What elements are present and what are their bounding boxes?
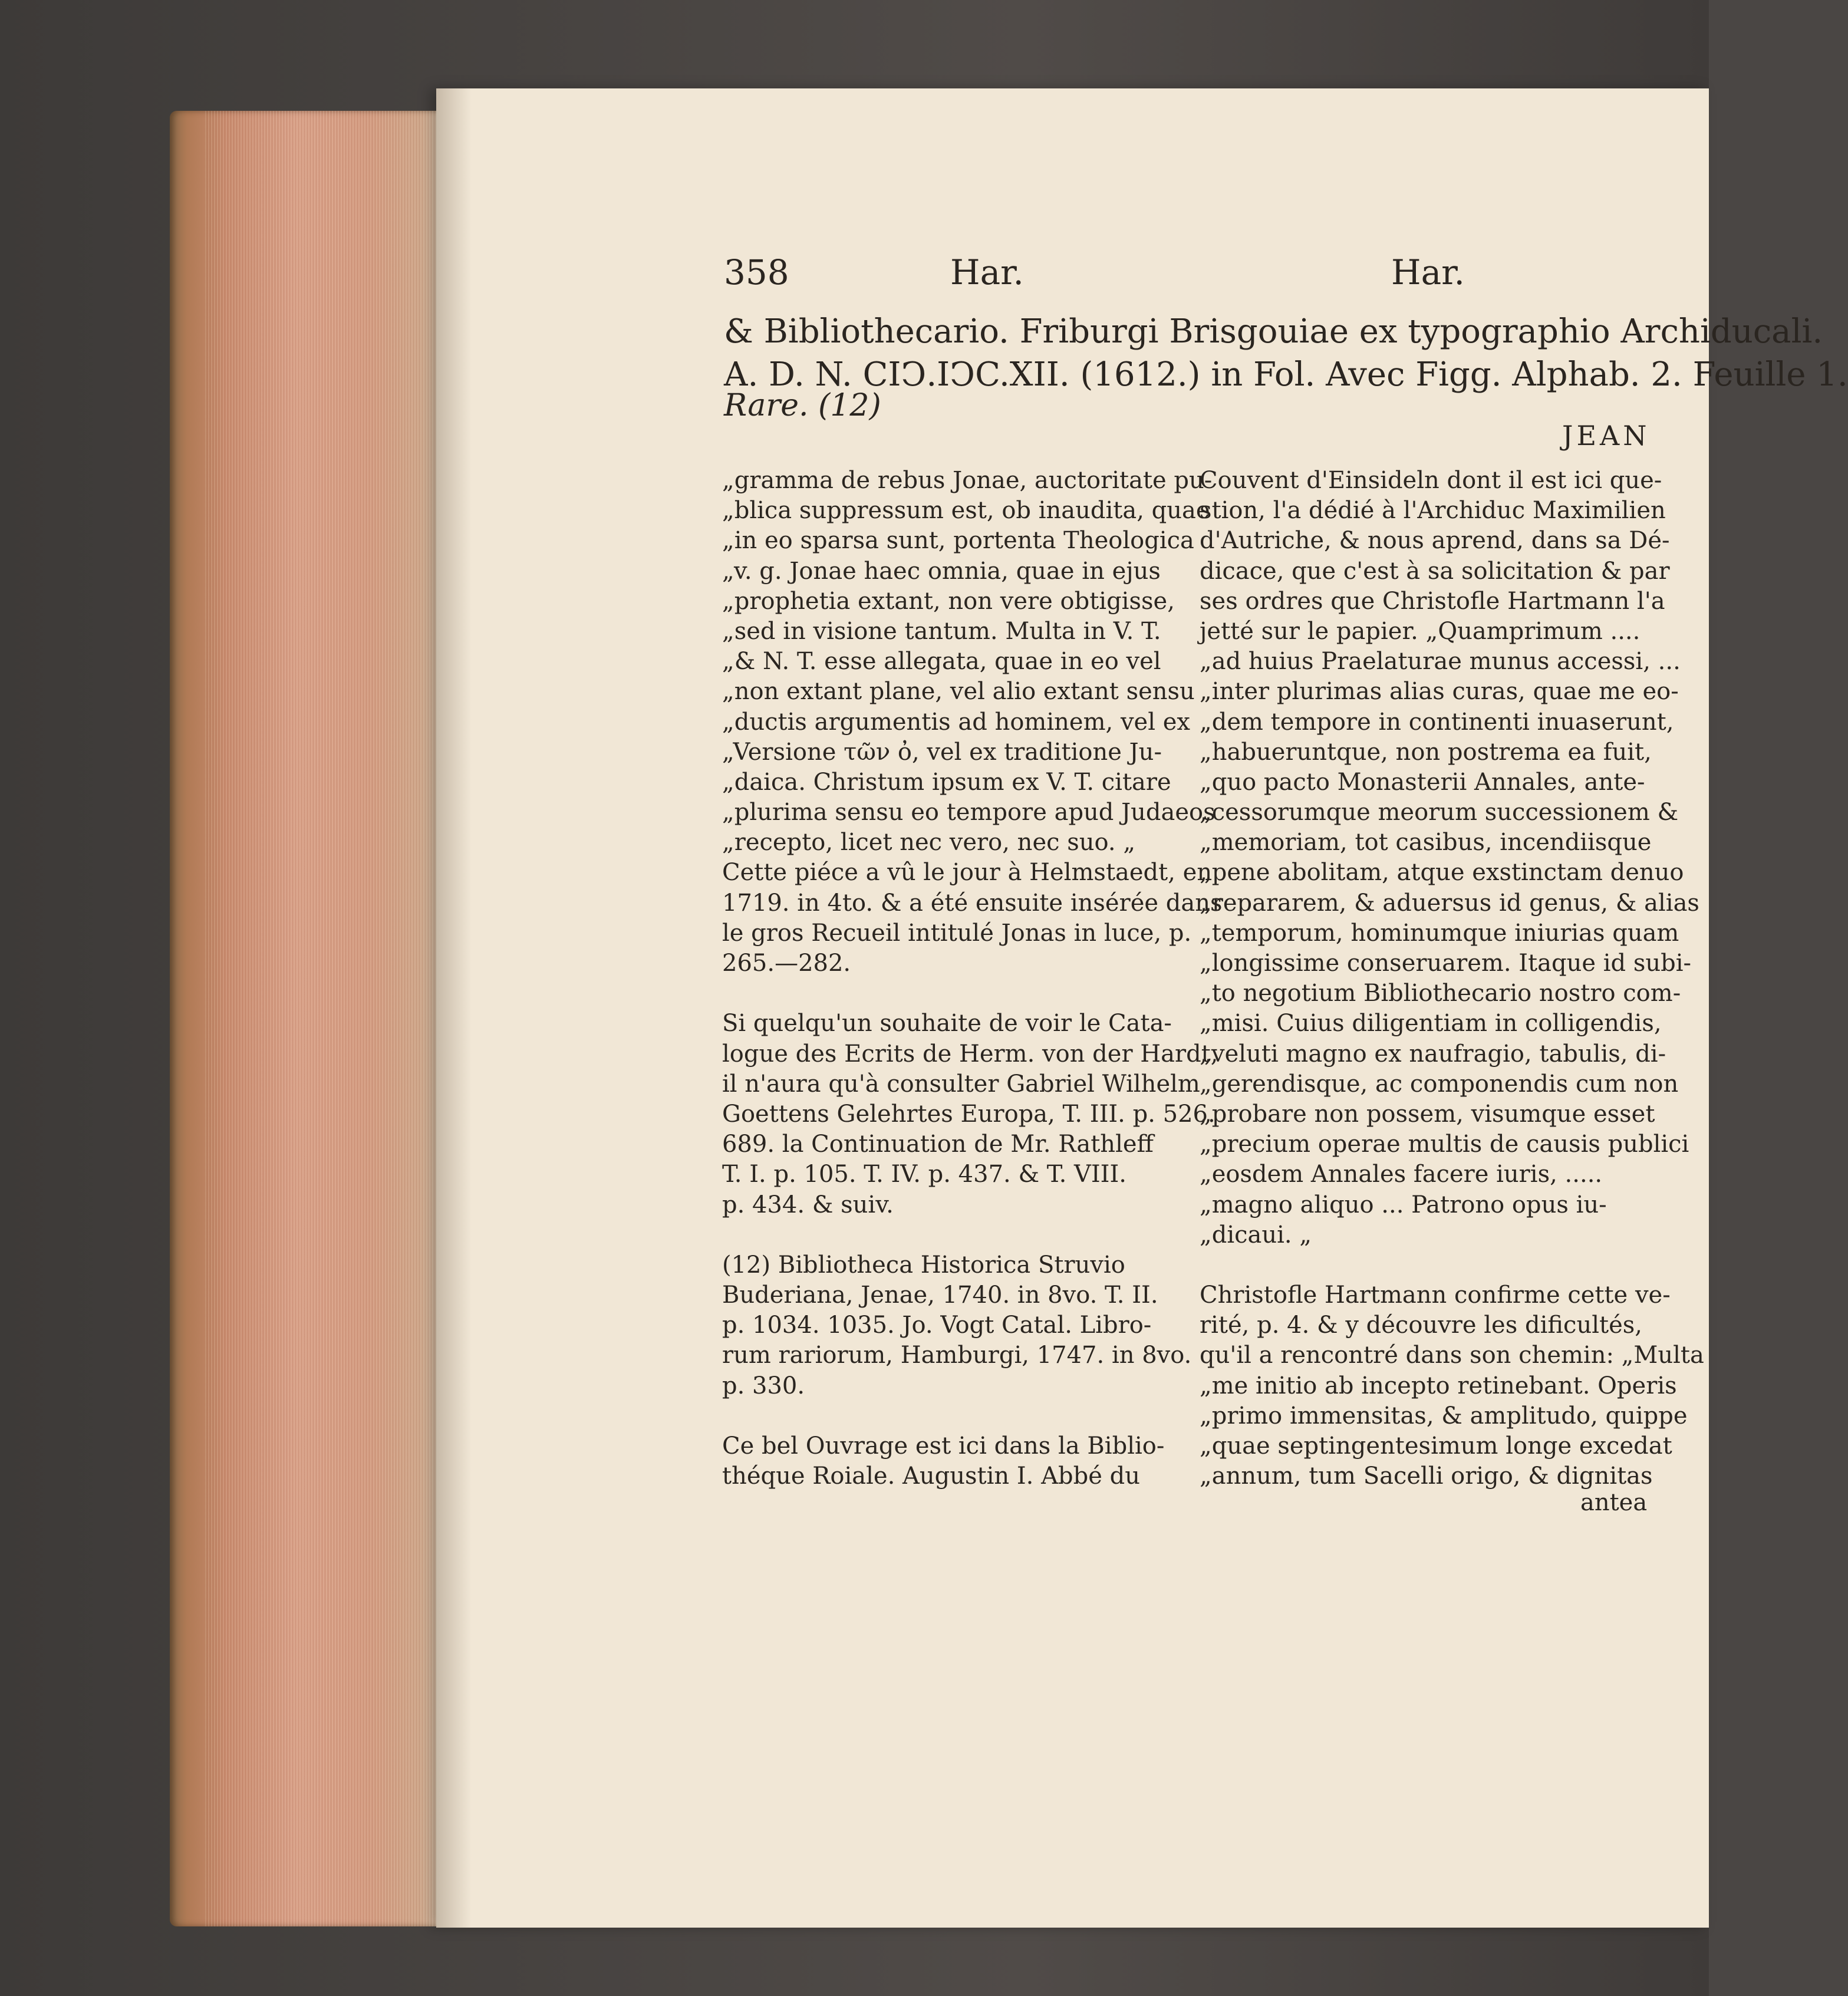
- text-line: „quo pacto Monasterii Annales, ante-: [1200, 768, 1645, 796]
- text-line: „annum, tum Sacelli origo, & dignitas: [1200, 1463, 1653, 1490]
- running-head-left: Har.: [950, 252, 1024, 292]
- text-line: „in eo sparsa sunt, portenta Theologica: [722, 527, 1194, 555]
- text-line: „longissime conseruarem. Itaque id subi-: [1200, 950, 1692, 977]
- book-page-edges: [170, 111, 453, 1926]
- text-line: Couvent d'Einsideln dont il est ici que-: [1200, 467, 1662, 494]
- title-line: A. D. N. CIↃ.IↃC.XII. (1612.) in Fol. Avec Figg. Alphab. 2. Feuille 1.: [724, 355, 1848, 394]
- footnote-line: Buderiana, Jenae, 1740. in 8vo. T. II.: [722, 1282, 1158, 1309]
- footnote-line: (12) Bibliotheca Historica Struvio: [722, 1251, 1125, 1279]
- text-line: „cessorumque meorum successionem &: [1200, 799, 1679, 826]
- title-line: & Bibliothecario. Friburgi Brisgouiae ex typographio Archiducali.: [724, 312, 1823, 351]
- text-line: p. 434. & suiv.: [722, 1191, 894, 1218]
- text-line: „dem tempore in continenti inuaserunt,: [1200, 708, 1674, 736]
- text-line: „primo immensitas, & amplitudo, quippe: [1200, 1402, 1688, 1430]
- paragraph-gap: [722, 1401, 1188, 1431]
- text-line: „temporum, hominumque iniurias quam: [1200, 919, 1679, 947]
- title-line: Rare. (12): [724, 388, 881, 423]
- text-line: „habueruntque, non postrema ea fuit,: [1200, 738, 1652, 766]
- text-line: „pene abolitam, atque exstinctam denuo: [1200, 859, 1684, 887]
- text-line: stion, l'a dédié à l'Archiduc Maximilien: [1200, 497, 1666, 525]
- text-line: jetté sur le papier. „Quamprimum ....: [1200, 617, 1641, 645]
- text-line: „memoriam, tot casibus, incendiisque: [1200, 829, 1652, 857]
- text-line: il n'aura qu'à consulter Gabriel Wilhelm: [722, 1070, 1200, 1098]
- text-line: 689. la Continuation de Mr. Rathleff: [722, 1131, 1154, 1158]
- text-line: „daica. Christum ipsum ex V. T. citare: [722, 768, 1171, 796]
- text-line: Goettens Gelehrtes Europa, T. III. p. 526.: [722, 1100, 1215, 1128]
- paragraph-gap: [722, 979, 1188, 1009]
- footnote-line: rum rariorum, Hamburgi, 1747. in 8vo.: [722, 1342, 1192, 1369]
- text-line: „quae septingentesimum longe excedat: [1200, 1432, 1672, 1460]
- text-line: Christofle Hartmann confirme cette ve-: [1200, 1282, 1671, 1309]
- text-line: „gramma de rebus Jonae, auctoritate pu-: [722, 467, 1213, 494]
- text-line: „gerendisque, ac componendis cum non: [1200, 1070, 1679, 1098]
- text-line: logue des Ecrits de Herm. von der Hardt,: [722, 1040, 1218, 1068]
- text-line: „me initio ab incepto retinebant. Operis: [1200, 1372, 1677, 1399]
- text-line: „plurima sensu eo tempore apud Judaeos: [722, 799, 1215, 826]
- text-line: 265.—282.: [722, 950, 851, 977]
- right-column: [1200, 466, 1704, 1491]
- text-line: qu'il a rencontré dans son chemin: „Multa: [1200, 1342, 1704, 1369]
- left-column: [722, 466, 1223, 1491]
- text-line: „ductis argumentis ad hominem, vel ex: [722, 708, 1190, 736]
- paragraph-gap: [722, 1220, 1188, 1250]
- text-line: T. I. p. 105. T. IV. p. 437. & T. VIII.: [722, 1161, 1126, 1188]
- footnote-line: p. 330.: [722, 1372, 805, 1399]
- running-head-right: Har.: [1391, 252, 1465, 292]
- text-line: „probare non possem, visumque esset: [1200, 1100, 1655, 1128]
- text-line: „precium operae multis de causis publici: [1200, 1131, 1689, 1158]
- catchword: antea: [1580, 1489, 1648, 1516]
- text-line: rité, p. 4. & y découvre les dificultés,: [1200, 1312, 1642, 1339]
- text-line: „sed in visione tantum. Multa in V. T.: [722, 617, 1161, 645]
- footnote-line: p. 1034. 1035. Jo. Vogt Catal. Libro-: [722, 1312, 1152, 1339]
- text-line: „recepto, licet nec vero, nec suo. „: [722, 829, 1136, 857]
- text-line: „to negotium Bibliothecario nostro com-: [1200, 980, 1681, 1007]
- text-line: „misi. Cuius diligentiam in colligendis,: [1200, 1010, 1662, 1037]
- text-line: „prophetia extant, non vere obtigisse,: [722, 587, 1175, 615]
- text-line: „repararem, & aduersus id genus, & alias: [1200, 889, 1699, 917]
- text-line: „magno aliquo ... Patrono opus iu-: [1200, 1191, 1607, 1218]
- text-line: théque Roiale. Augustin I. Abbé du: [722, 1463, 1140, 1490]
- text-line: „ad huius Praelaturae munus accessi, ...: [1200, 648, 1681, 676]
- text-line: „& N. T. esse allegata, quae in eo vel: [722, 648, 1161, 676]
- text-line: ses ordres que Christofle Hartmann l'a: [1200, 587, 1665, 615]
- text-line: „blica suppressum est, ob inaudita, quae: [722, 497, 1210, 525]
- text-line: Ce bel Ouvrage est ici dans la Biblio-: [722, 1432, 1165, 1460]
- text-line: dicace, que c'est à sa solicitation & par: [1200, 557, 1670, 585]
- text-line: „eosdem Annales facere iuris, .....: [1200, 1161, 1603, 1188]
- text-line: „v. g. Jonae haec omnia, quae in ejus: [722, 557, 1161, 585]
- text-line: „veluti magno ex naufragio, tabulis, di-: [1200, 1040, 1666, 1068]
- text-line: 1719. in 4to. & a été ensuite insérée dans: [722, 889, 1223, 917]
- text-line: „inter plurimas alias curas, quae me eo-: [1200, 678, 1679, 706]
- section-heading-jean: JEAN: [1562, 420, 1651, 452]
- paragraph-gap: [1200, 1250, 1639, 1280]
- text-line: Si quelqu'un souhaite de voir le Cata-: [722, 1010, 1172, 1037]
- text-line: Cette piéce a vû le jour à Helmstaedt, en: [722, 859, 1213, 887]
- text-line: „non extant plane, vel alio extant sensu: [722, 678, 1195, 706]
- text-line: d'Autriche, & nous aprend, dans sa Dé-: [1200, 527, 1670, 555]
- text-line: „dicaui. „: [1200, 1221, 1312, 1249]
- text-line: le gros Recueil intitulé Jonas in luce, p.: [722, 919, 1192, 947]
- text-line: „Versione τῶν ὀ, vel ex traditione Ju-: [722, 738, 1162, 766]
- page-number: 358: [724, 252, 789, 292]
